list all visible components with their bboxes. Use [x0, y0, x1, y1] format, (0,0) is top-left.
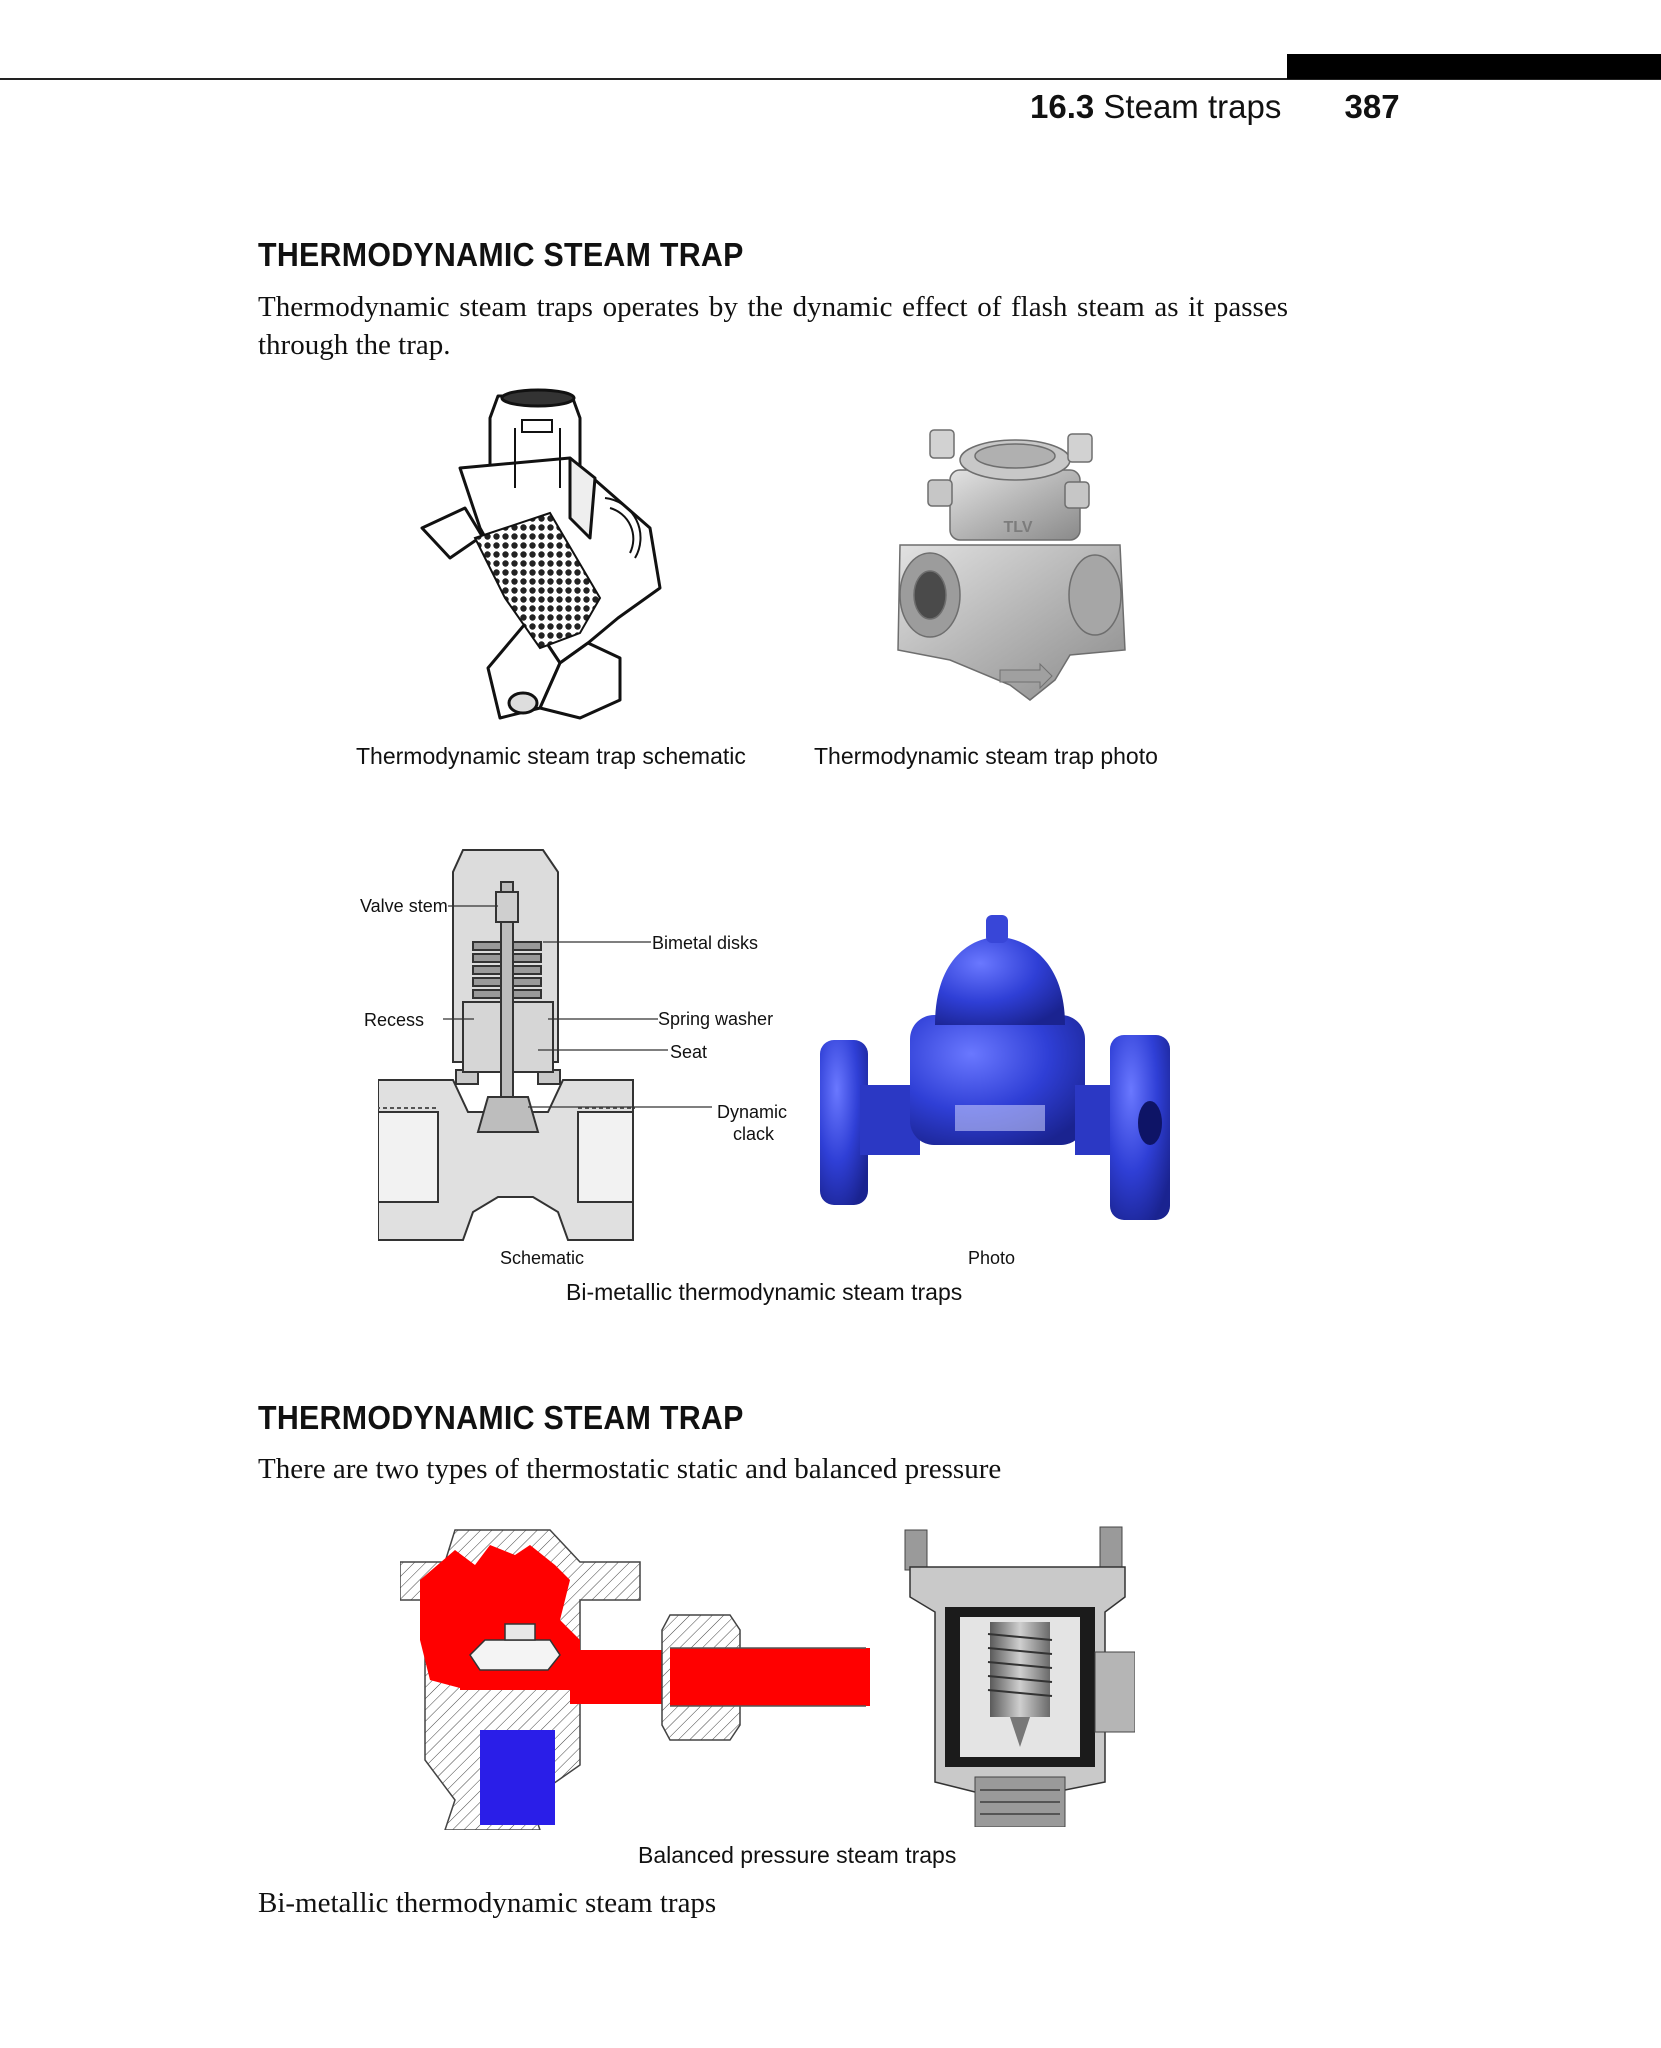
- thermodynamic-trap-photo: [890, 420, 1130, 720]
- label-valve-stem: Valve stem: [360, 896, 448, 916]
- sub-caption-schematic: Schematic: [500, 1248, 585, 1268]
- caption-td-schematic: Thermodynamic steam trap schematic: [356, 743, 746, 769]
- caption-bimetal: Bi-metallic thermodynamic steam traps: [566, 1279, 963, 1305]
- section-paragraph-1: Thermodynamic steam traps operates by the dynamic effect of flash steam as it passes through the trap.: [258, 291, 1288, 361]
- section-paragraph-2: There are two types of thermostatic static and balanced pressure: [258, 1453, 1002, 1485]
- caption-td-photo: Thermodynamic steam trap photo: [814, 743, 1158, 769]
- header-tab-bar: [1287, 54, 1661, 79]
- caption-balanced-pressure: Balanced pressure steam traps: [638, 1842, 957, 1868]
- section-heading-2: THERMODYNAMIC STEAM TRAP: [258, 1399, 744, 1436]
- section-title: Steam traps: [1103, 88, 1282, 125]
- page-number: 387: [1344, 88, 1400, 125]
- label-spring-washer: Spring washer: [658, 1009, 774, 1029]
- balanced-pressure-schematic: [400, 1520, 870, 1830]
- sub-caption-photo: Photo: [968, 1248, 1016, 1268]
- label-dynamic-clack-1: Dynamic: [717, 1102, 788, 1122]
- bimetal-trap-photo: [820, 915, 1185, 1235]
- label-seat: Seat: [670, 1042, 708, 1062]
- label-recess: Recess: [364, 1010, 425, 1030]
- section-heading-1: THERMODYNAMIC STEAM TRAP: [258, 236, 744, 273]
- running-head: [1030, 88, 1400, 126]
- trailing-text: Bi-metallic thermodynamic steam traps: [258, 1887, 717, 1919]
- section-number: 16.3: [1030, 88, 1095, 125]
- label-bimetal-disks: Bimetal disks: [652, 933, 759, 953]
- thermodynamic-trap-schematic: [420, 388, 730, 728]
- balanced-pressure-photo: [900, 1522, 1135, 1827]
- tlv-logo: TLV: [1003, 519, 1033, 536]
- label-dynamic-clack-2: clack: [733, 1124, 775, 1144]
